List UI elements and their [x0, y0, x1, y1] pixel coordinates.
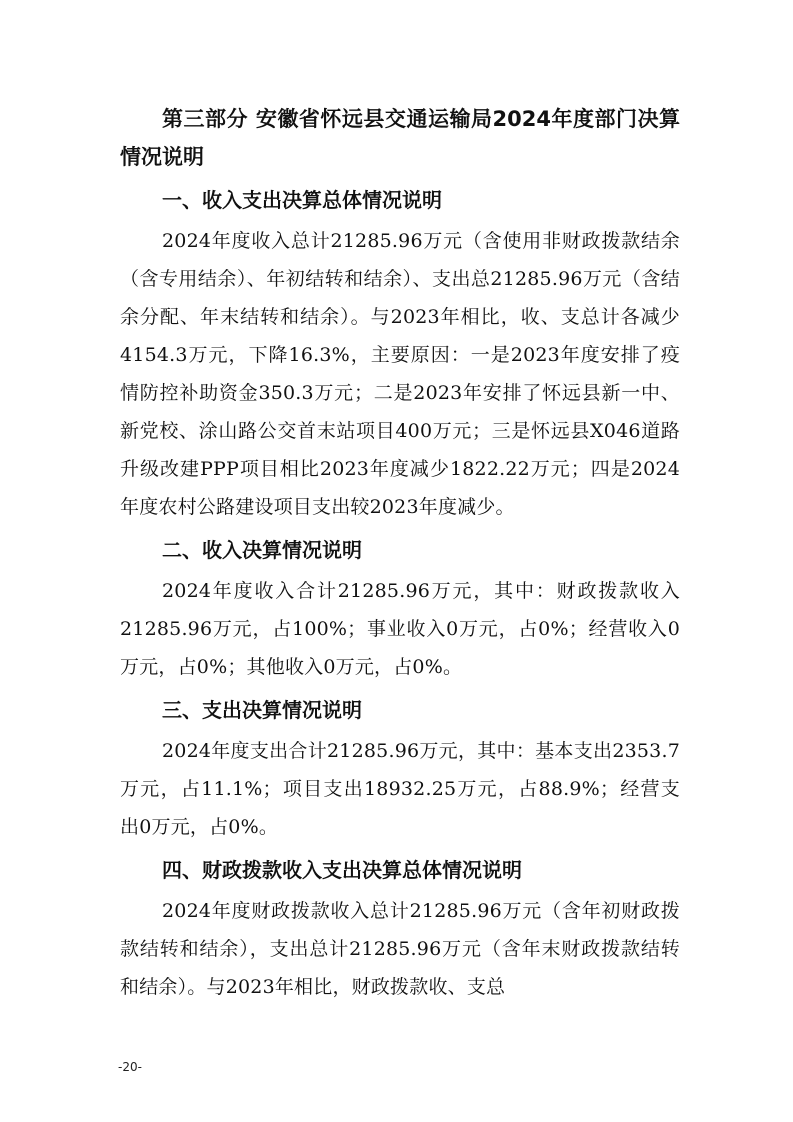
- section-heading-4: 四、财政拨款收入支出决算总体情况说明: [162, 858, 522, 882]
- document-title: 第三部分 安徽省怀远县交通运输局2024年度部门决算情况说明: [120, 107, 680, 169]
- section-heading-1: 一、收入支出决算总体情况说明: [162, 188, 442, 212]
- page-number: -20-: [118, 1060, 142, 1074]
- section-paragraph-2: 2024年度收入合计21285.96万元，其中：财政拨款收入21285.96万元，占100%；事业收入0万元，占0%；经营收入0万元，占0%；其他收入0万元，占0%。: [120, 580, 680, 678]
- section-heading-2: 二、收入决算情况说明: [162, 538, 362, 562]
- section-paragraph-1: 2024年度收入总计21285.96万元（含使用非财政拨款结余（含专用结余）、年初结转和结余）、支出总21285.96万元（含结余分配、年末结转和结余）。与2023年相比，收、支总计各减少4154.3万元，下降16.3%，主要原因：一是2023年度安排了疫情防控补助资金350.3万元；二是2023年安排了怀远县新一中、新党校、涂山路公交首末站项目400万元；三是怀远县X046道路升级改建PPP项目相比2023年度减少1822.22万元；四是2024年度农村公路建设项目支出较2023年度减少。: [120, 230, 680, 518]
- section-paragraph-3: 2024年度支出合计21285.96万元，其中：基本支出2353.7万元，占11.1%；项目支出18932.25万元，占88.9%；经营支出0万元，占0%。: [120, 740, 680, 838]
- section-heading-3: 三、支出决算情况说明: [162, 698, 362, 722]
- document-body: [120, 100, 680, 1006]
- section-paragraph-4: 2024年度财政拨款收入总计21285.96万元（含年初财政拨款结转和结余），支出总计21285.96万元（含年末财政拨款结转和结余）。与2023年相比，财政拨款收、支总: [120, 900, 680, 998]
